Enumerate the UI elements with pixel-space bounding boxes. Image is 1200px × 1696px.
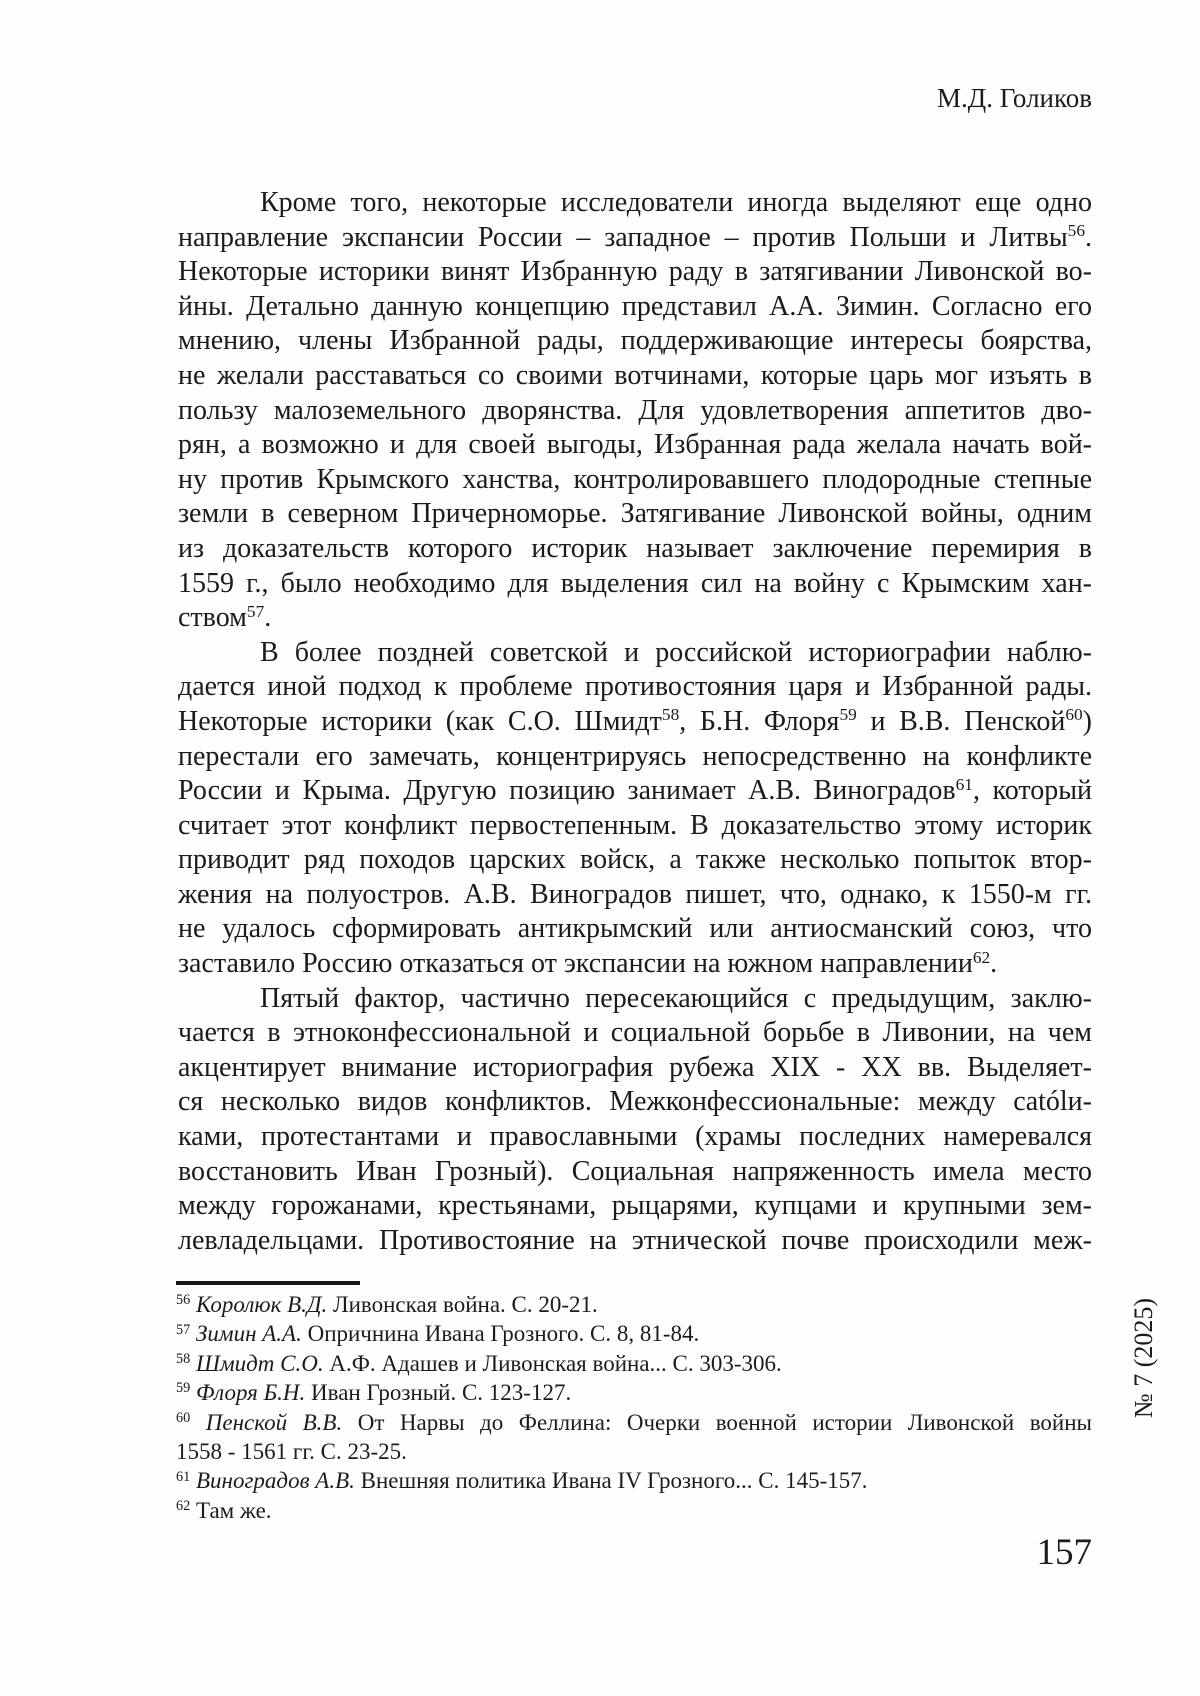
body-text-line: Кроме того, некоторые исследователи иногда выделяют еще одно	[260, 187, 1092, 218]
body-text-line: жения на полуостров. А.В. Виноградов пишет, что, однако, к 1550-м гг.	[178, 878, 1092, 910]
body-text-line: Некоторые историки винят Избранную раду в затягивании Ливонской во-	[178, 256, 1092, 288]
body-text-line: направление экспансии России – западное – против Польши и Литвы$^{56}$.	[178, 221, 1092, 253]
journal-issue-label: № 7 (2025)	[1129, 1297, 1158, 1419]
body-text-line: России и Крыма. Другую позицию занимает А.В. Виноградов$^{61}$, который	[178, 774, 1092, 807]
footnote-ref: 58	[176, 1350, 191, 1367]
body-text-line: между горожанами, крестьянами, рыцарями, купцами и крупными зем-	[178, 1190, 1092, 1222]
body-text-line: мнению, члены Избранной рады, поддерживающие интересы боярства,	[178, 325, 1092, 357]
footnote-ref: 61	[955, 774, 973, 794]
body-text-line: йны. Детально данную концепцию представил А.А. Зимин. Согласно его	[178, 290, 1092, 322]
footnote-ref: 61	[176, 1468, 191, 1485]
footnote-line: $^{56}$ Королюк В.Д. Ливонская война. С. 20-21.	[176, 1292, 598, 1317]
body-text-line: считает этот конфликт первостепенным. В доказательство этому историк	[178, 809, 1092, 841]
footnote-author-italic: Шмидт С.О.	[196, 1350, 324, 1376]
body-text-line: заставило Россию отказаться от экспансии на южном направлении$^{62}$.	[178, 947, 998, 980]
body-text-line: пользу малоземельного дворянства. Для удовлетворения аппетитов дво-	[178, 394, 1092, 426]
body-text-line: земли в северном Причерноморье. Затягивание Ливонской войны, одним	[178, 498, 1092, 530]
body-text-line: левладельцами. Противостояние на этнической почве происходили меж-	[178, 1224, 1092, 1256]
footnote-ref: 57	[246, 601, 265, 621]
body-text-line: В более поздней советской и российской историографии наблю-	[260, 636, 1092, 668]
footnote-ref: 59	[176, 1380, 191, 1397]
footnote-line: $^{57}$ Зимин А.А. Опричнина Ивана Грозного. С. 8, 81-84.	[176, 1321, 700, 1347]
footnote-ref: 57	[176, 1321, 191, 1338]
body-text-line: акцентирует внимание историография рубежа XIX - XX вв. Выделяет-	[178, 1051, 1092, 1083]
footnote-ref: 56	[176, 1292, 191, 1309]
body-text-line: приводит ряд походов царских войск, а также несколько попыток втор-	[178, 844, 1092, 876]
body-text-line: Пятый фактор, частично пересекающийся с предыдущим, заклю-	[260, 982, 1092, 1014]
body-text-line: ками, протестантами и православными (храмы последних намеревался	[178, 1121, 1092, 1153]
body-text-line: дается иной подход к проблеме противостояния царя и Избранной рады.	[178, 671, 1092, 703]
footnotes-block	[176, 1290, 1092, 1525]
body-text-line: не удалось сформировать антикрымский или антиосманский союз, что	[178, 913, 1092, 945]
body-text-line: Некоторые историки (как С.О. Шмидт$^{58}$, Б.Н. Флоря$^{59}$ и В.В. Пенской$^{60}$)	[178, 705, 1092, 737]
footnote-line: 1558 - 1561 гг. С. 23-25.	[176, 1439, 407, 1465]
body-text-line: восстановить Иван Грозный). Социальная напряженность имела место	[178, 1155, 1092, 1187]
footnote-author-italic: Королюк В.Д.	[196, 1292, 328, 1317]
footnote-author-italic: Зимин А.А.	[196, 1321, 302, 1347]
article-body-text	[178, 186, 1092, 1258]
footnote-separator-rule	[176, 1281, 360, 1285]
footnote-ref: 62	[972, 947, 991, 967]
footnote-line: $^{62}$ Там же.	[176, 1497, 272, 1523]
body-text-line: ну против Крымского ханства, контролировавшего плодородные степные	[178, 463, 1092, 495]
footnote-line: $^{60}$ Пенской В.В. От Нарвы до Феллина: Очерки военной истории Ливонской войны	[176, 1409, 1093, 1435]
footnote-author-italic: Флоря Б.Н.	[196, 1380, 306, 1406]
body-text-line: ством$^{57}$.	[178, 601, 272, 634]
footnote-ref: 60	[1065, 705, 1083, 725]
body-text-line: перестали его замечать, концентрируясь непосредственно на конфликте	[178, 740, 1092, 772]
footnote-ref: 59	[839, 705, 857, 725]
footnote-line: $^{59}$ Флоря Б.Н. Иван Грозный. С. 123-127.	[176, 1380, 572, 1406]
body-text-line: рян, а возможно и для своей выгоды, Избранная рада желала начать вой-	[178, 429, 1092, 461]
footnote-ref: 60	[176, 1409, 191, 1426]
body-text-line: 1559 г., было необходимо для выделения сил на войну с Крымским хан-	[178, 567, 1092, 599]
footnote-line: $^{61}$ Виноградов А.В. Внешняя политика Ивана IV Грозного... С. 145-157.	[176, 1468, 868, 1494]
footnote-ref: 58	[661, 705, 680, 725]
body-text-line: не желали расставаться со своими вотчинами, которые царь мог изъять в	[178, 359, 1092, 391]
body-text-line: чается в этноконфессиональной и социальной борьбе в Ливонии, на чем	[178, 1017, 1092, 1049]
body-text-line: ся несколько видов конфликтов. Межконфессиональные: между católи-	[178, 1086, 1092, 1118]
page-number: 157	[1036, 1532, 1092, 1573]
footnote-ref: 62	[176, 1498, 191, 1515]
body-text-line: из доказательств которого историк называет заключение перемирия в	[178, 532, 1092, 564]
footnote-line: $^{58}$ Шмидт С.О. А.Ф. Адашев и Ливонская война... С. 303-306.	[176, 1350, 782, 1376]
footnote-ref: 56	[1067, 221, 1085, 241]
footnote-author-italic: Пенской В.В.	[205, 1409, 343, 1435]
running-header-author: М.Д. Голиков	[937, 83, 1092, 113]
footnote-author-italic: Виноградов А.В.	[196, 1468, 355, 1494]
